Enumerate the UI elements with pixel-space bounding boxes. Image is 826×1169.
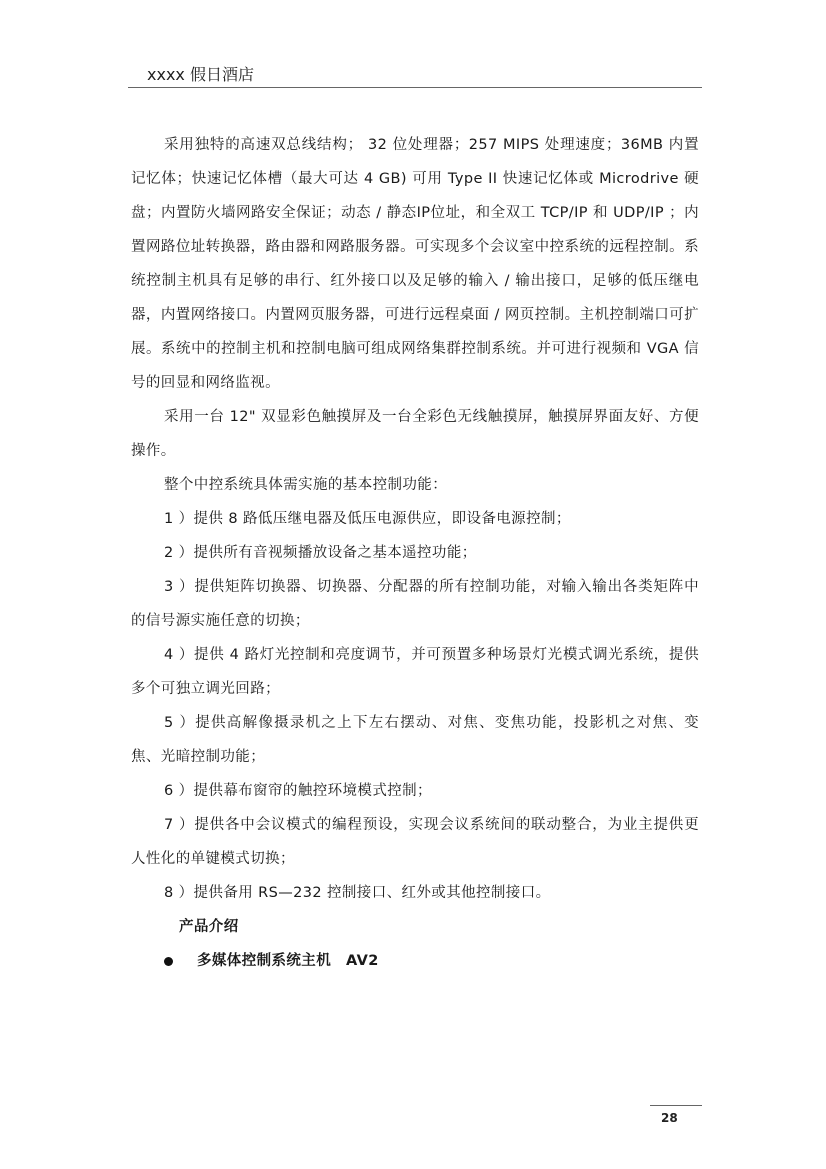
paragraph-touchscreen: 采用一台 12" 双显彩色触摸屏及一台全彩色无线触摸屏，触摸屏界面友好、方便操作。 (131, 409, 699, 459)
footer-divider (650, 1105, 702, 1106)
function-item-8: 8 ）提供备用 RS—232 控制接口、红外或其他控制接口。 (164, 885, 551, 901)
page-number: 28 (661, 1111, 678, 1125)
header-divider (128, 87, 702, 88)
document-body (131, 128, 699, 978)
bullet-list-item (131, 944, 699, 978)
function-item-1: 1 ）提供 8 路低压继电器及低压电源供应，即设备电源控制； (164, 511, 571, 527)
bullet-item-text: 多媒体控制系统主机 AV2 (197, 953, 379, 969)
function-item-6: 6 ）提供幕布窗帘的触控环境模式控制； (164, 783, 432, 799)
section-heading: 产品介绍 (179, 919, 239, 935)
bullet-icon (164, 957, 173, 966)
function-item-7: 7 ）提供各中会议模式的编程预设，实现会议系统间的联动整合，为业主提供更人性化的单键模式切换； (131, 817, 699, 867)
paragraph-controller-specs: 采用独特的高速双总线结构； 32 位处理器；257 MIPS 处理速度；36MB 内置记忆体；快速记忆体槽（最大可达 4 GB) 可用 Type II 快速记忆体或 Microdrive 硬盘；内置防火墙网路安全保证；动态 / 静态IP位址，和全双工 TCP/IP 和 UDP/IP ；内置网路位址转换器，路由器和网路服务器。可实现多个会议室中控系统的远程控制。系统控制主机具有足够的串行、红外接口以及足够的输入 / 输出接口，足够的低压继电器，内置网络接口。内置网页服务器，可进行远程桌面 / 网页控制。主机控制端口可扩展。系统中的控制主机和控制电脑可组成网络集群控制系统。并可进行视频和 VGA 信号的回显和网络监视。 (131, 137, 699, 391)
function-item-5: 5 ）提供高解像摄录机之上下左右摆动、对焦、变焦功能，投影机之对焦、变焦、光暗控制功能； (131, 715, 699, 765)
document-header-title: xxxx 假日酒店 (147, 65, 254, 84)
function-item-4: 4 ）提供 4 路灯光控制和亮度调节，并可预置多种场景灯光模式调光系统，提供多个可独立调光回路； (131, 647, 699, 697)
paragraph-functions-intro: 整个中控系统具体需实施的基本控制功能： (164, 477, 448, 493)
function-item-3: 3 ）提供矩阵切换器、切换器、分配器的所有控制功能，对输入输出各类矩阵中的信号源实施任意的切换； (131, 579, 699, 629)
function-item-2: 2 ）提供所有音视频播放设备之基本遥控功能； (164, 545, 477, 561)
